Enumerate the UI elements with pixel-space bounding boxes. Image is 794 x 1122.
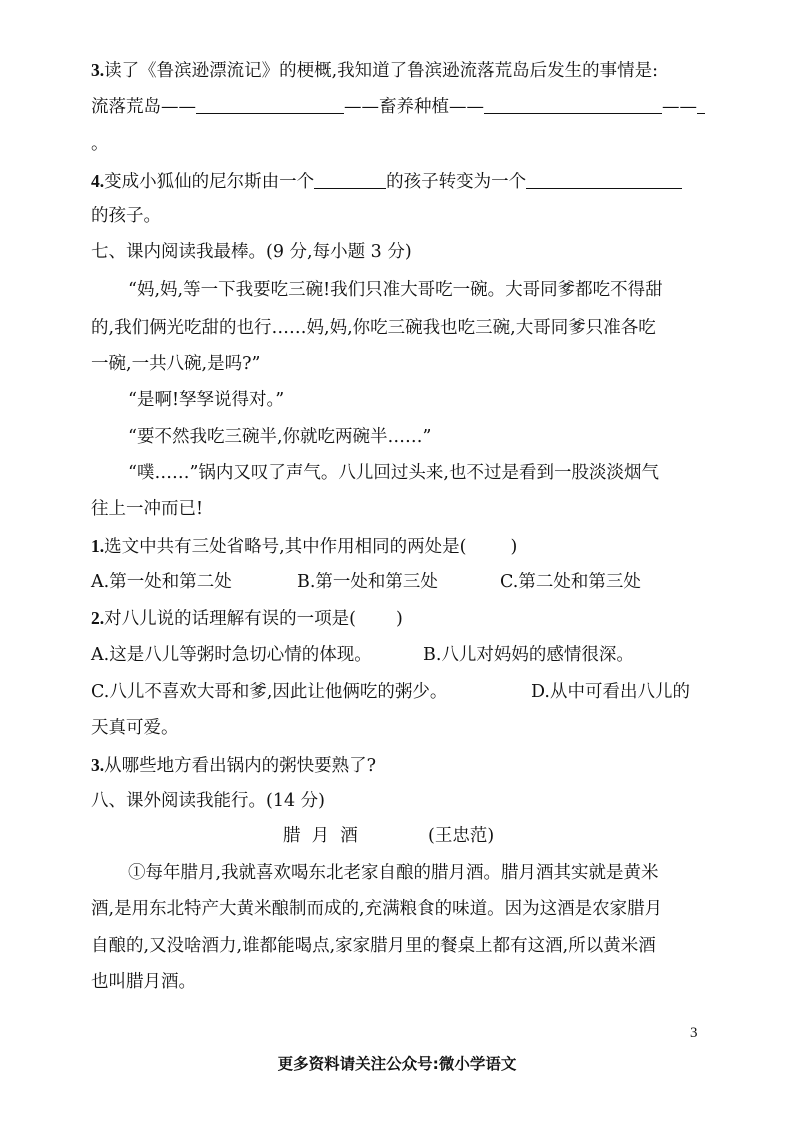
section7-heading: 七、课内阅读我最棒。(9 分,每小题 3 分) xyxy=(91,242,412,262)
q6-item4-seg1: 变成小狐仙的尼尔斯由一个 xyxy=(104,172,315,192)
section7-q3 xyxy=(91,753,376,778)
section7-q2 xyxy=(91,606,403,631)
section7-q1-option-a: A.第一处和第二处 xyxy=(91,572,232,592)
section7-q1 xyxy=(91,534,517,559)
section7-q1-text: 选文中共有三处省略号,其中作用相同的两处是( xyxy=(104,537,467,557)
article-paragraph-line: 酒,是用东北特产大黄米酿制而成的,充满粮食的味道。因为这酒是农家腊月 xyxy=(91,899,663,919)
q6-item3-tail: 。 xyxy=(91,134,109,154)
section7-passage-line: 往上一冲而已! xyxy=(91,499,204,519)
section7-q2-option-b: B.八儿对妈妈的感情很深。 xyxy=(423,645,634,665)
section7-passage-line: “要不然我吃三碗半,你就吃两碗半……” xyxy=(128,427,432,447)
q6-item3-number: 3. xyxy=(91,60,105,80)
section7-q2-number: 2. xyxy=(91,608,105,628)
q6-item3-blank2[interactable] xyxy=(484,95,662,114)
q6-item3-blank3[interactable] xyxy=(697,95,705,114)
article-paragraph-line: 自酿的,又没啥酒力,谁都能喝点,家家腊月里的餐桌上都有这酒,所以黄米酒 xyxy=(91,936,656,956)
footer-note: 更多资料请关注公众号:微小学语文 xyxy=(277,1055,517,1073)
section7-q1-number: 1. xyxy=(91,536,105,556)
article-author: (王忠范) xyxy=(428,826,495,846)
section7-q2-option-c: C.八儿不喜欢大哥和爹,因此让他俩吃的粥少。 xyxy=(91,682,448,702)
q6-item4-line1 xyxy=(91,169,682,194)
q6-item4-line2: 的孩子。 xyxy=(91,206,161,226)
article-paragraph-line: 也叫腊月酒。 xyxy=(91,972,196,992)
section7-q1-close: ) xyxy=(510,537,518,557)
q6-item3-seg3: —— xyxy=(662,97,697,117)
q6-item4-seg2: 的孩子转变为一个 xyxy=(386,172,527,192)
q6-item4-number: 4. xyxy=(91,171,105,191)
page-number: 3 xyxy=(690,1025,698,1041)
section7-q2-option-d-continued: 天真可爱。 xyxy=(91,718,179,738)
q6-item3-seg1: 流落荒岛—— xyxy=(91,97,196,117)
section8-heading: 八、课外阅读我能行。(14 分) xyxy=(91,791,325,811)
section7-passage-line: “噗……”锅内又叹了声气。八儿回过头来,也不过是看到一股淡淡烟气 xyxy=(128,463,659,483)
article-paragraph-line: ①每年腊月,我就喜欢喝东北老家自酿的腊月酒。腊月酒其实就是黄米 xyxy=(128,863,659,883)
section7-q2-close: ) xyxy=(395,609,403,629)
section7-passage-line: “是啊!孥孥说得对。” xyxy=(128,390,285,410)
q6-item3-line1 xyxy=(91,58,658,83)
section7-q2-option-a: A.这是八儿等粥时急切心情的体现。 xyxy=(91,645,372,665)
section7-q2-option-d: D.从中可看出八儿的 xyxy=(531,682,690,702)
q6-item4-blank2[interactable] xyxy=(526,170,682,189)
q6-item3-line2 xyxy=(91,95,705,119)
section7-q1-option-b: B.第一处和第三处 xyxy=(297,572,438,592)
section7-passage-line: “妈,妈,等一下我要吃三碗!我们只准大哥吃一碗。大哥同爹都吃不得甜 xyxy=(128,280,663,300)
article-title: 腊 月 酒 xyxy=(283,826,358,846)
q6-item3-seg2: ——畜养种植—— xyxy=(344,97,484,117)
q6-item3-text: 读了《鲁滨逊漂流记》的梗概,我知道了鲁滨逊流落荒岛后发生的事情是: xyxy=(104,61,659,81)
q6-item4-blank1[interactable] xyxy=(314,170,386,189)
section7-passage-line: 一碗,一共八碗,是吗?” xyxy=(91,354,261,374)
section7-q3-number: 3. xyxy=(91,755,105,775)
section7-passage-line: 的,我们俩光吃甜的也行……妈,妈,你吃三碗我也吃三碗,大哥同爹只准各吃 xyxy=(91,318,656,338)
section7-q1-option-c: C.第二处和第三处 xyxy=(500,572,641,592)
section7-q2-text: 对八儿说的话理解有误的一项是( xyxy=(104,609,356,629)
q6-item3-blank1[interactable] xyxy=(196,95,344,114)
section7-q3-text: 从哪些地方看出锅内的粥快要熟了? xyxy=(104,756,377,776)
